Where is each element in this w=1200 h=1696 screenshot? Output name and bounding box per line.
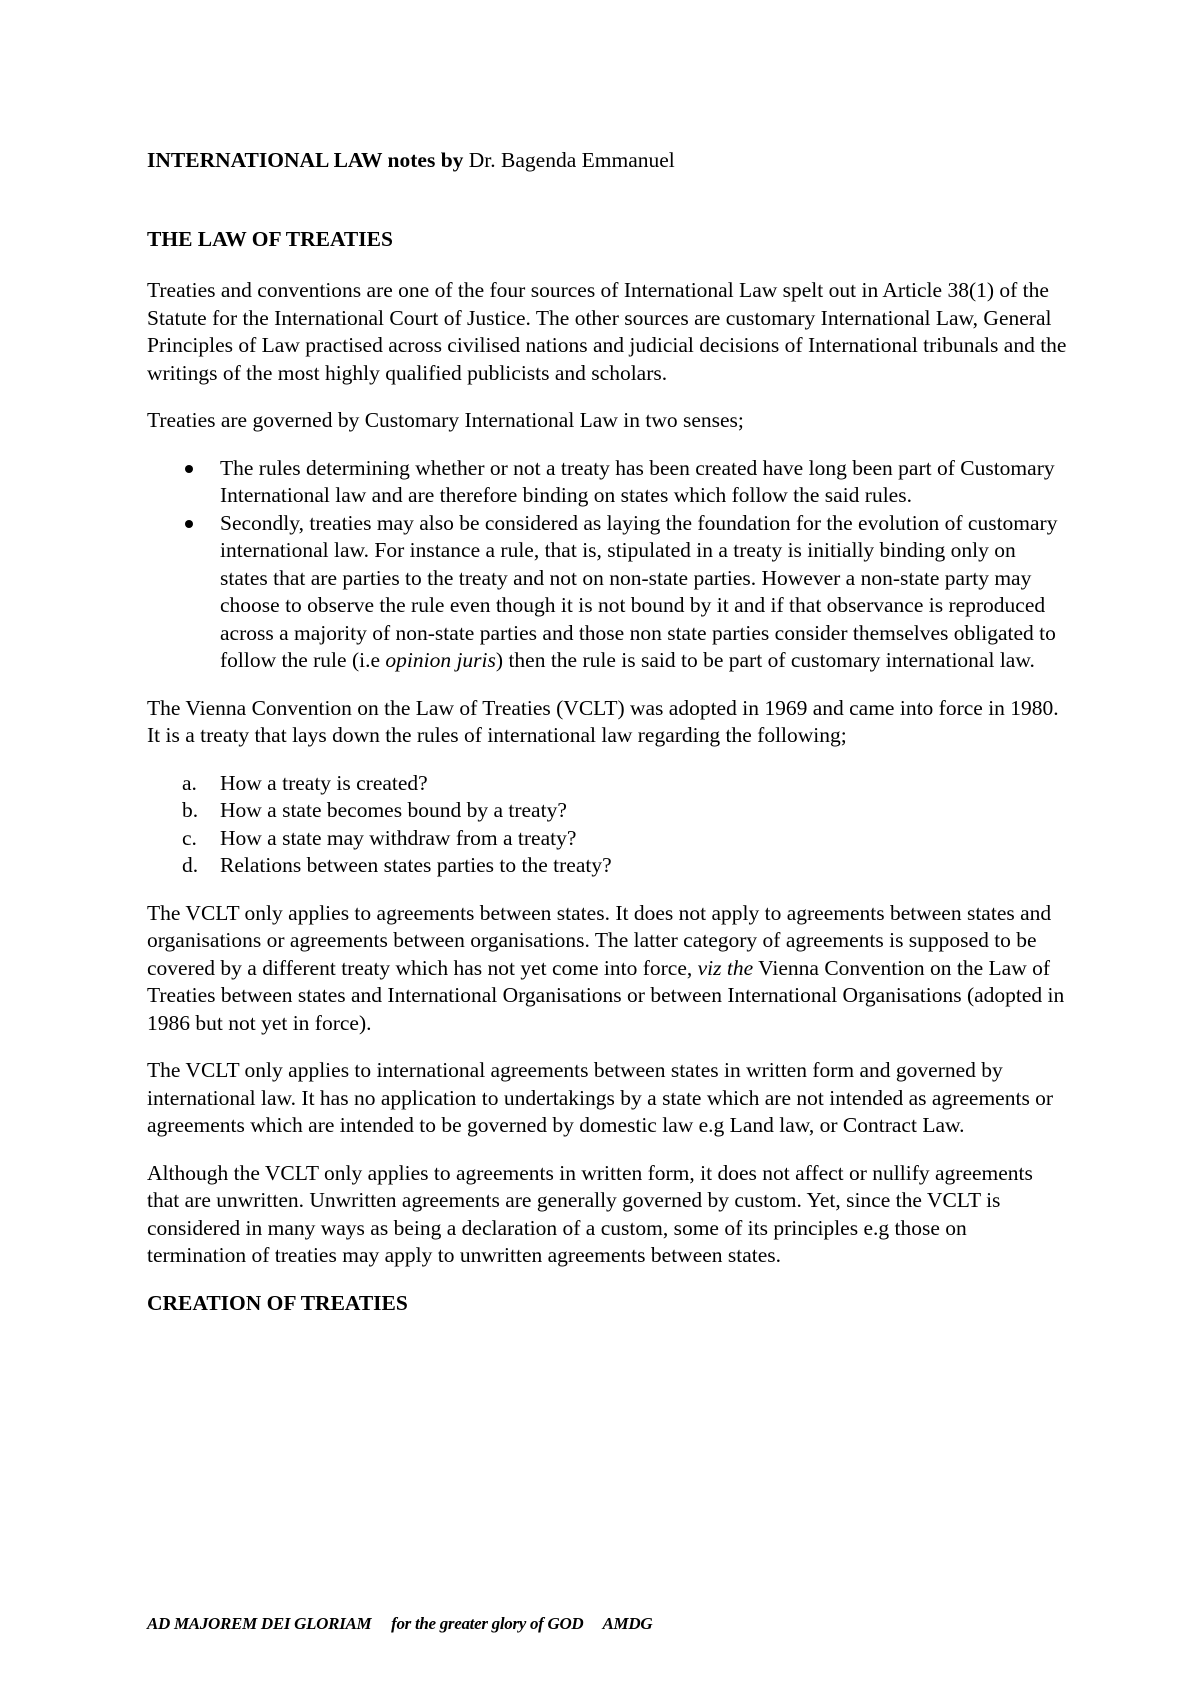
section-heading-creation: CREATION OF TREATIES bbox=[147, 1290, 408, 1315]
list-marker: a. bbox=[182, 770, 197, 795]
list-marker: b. bbox=[182, 798, 199, 822]
italic-term: viz the bbox=[697, 955, 754, 980]
paragraph-text: Vienna Convention on the Law of Treaties between states and International Organisations or between International Organisations (adopted in 1986 but not yet in force). bbox=[147, 955, 1065, 1035]
list-item bbox=[147, 825, 1067, 853]
header-author: Dr. Bagenda Emmanuel bbox=[468, 148, 675, 172]
lettered-list bbox=[147, 770, 1067, 880]
bullet-item bbox=[147, 455, 1067, 510]
document-body bbox=[147, 147, 1067, 1317]
paragraph-governed: Treaties are governed by Customary International Law in two senses; bbox=[147, 408, 744, 432]
italic-term: opinion juris bbox=[385, 648, 496, 672]
bullet-icon bbox=[185, 520, 193, 528]
bullet-item bbox=[147, 510, 1067, 675]
list-item bbox=[147, 770, 1067, 798]
list-item bbox=[147, 797, 1067, 825]
list-marker: c. bbox=[182, 825, 197, 850]
document-header bbox=[147, 147, 1067, 175]
list-text: How a treaty is created? bbox=[220, 770, 428, 795]
list-text: Relations between states parties to the treaty? bbox=[220, 853, 612, 877]
page-footer: AD MAJOREM DEI GLORIAM for the greater glory of GOD AMDG bbox=[147, 1614, 653, 1633]
paragraph-vclt: The Vienna Convention on the Law of Treaties (VCLT) was adopted in 1969 and came into force in 1980. It is a treaty that lays down the rules of international law regarding the following; bbox=[147, 695, 1059, 747]
bullet-list bbox=[147, 455, 1067, 675]
list-text: How a state may withdraw from a treaty? bbox=[220, 825, 577, 850]
bullet-text-tail: ) then the rule is said to be part of customary international law. bbox=[495, 648, 1035, 672]
list-text: How a state becomes bound by a treaty? bbox=[220, 798, 567, 822]
paragraph-written-form: The VCLT only applies to international agreements between states in written form and governed by international law. It has no application to undertakings by a state which are not intended as agreements or agreements which are intended to be governed by domestic law e.g Land law, or Contract Law. bbox=[147, 1058, 1054, 1137]
paragraph-scope-states bbox=[147, 900, 1067, 1038]
header-title: INTERNATIONAL LAW notes by bbox=[147, 148, 464, 172]
bullet-text: Secondly, treaties may also be considered as laying the foundation for the evolution of customary international law. For instance a rule, that is, stipulated in a treaty is initially binding only on states that are parties to the treaty and not on non-state parties. However a non-state party may choose to observe the rule even though it is not bound by it and if that observance is reproduced across a majority of non-state parties and those non state parties consider themselves obligated to follow the rule (i.e bbox=[220, 510, 1058, 672]
paragraph-unwritten: Although the VCLT only applies to agreements in written form, it does not affect or nullify agreements that are unwritten. Unwritten agreements are generally governed by custom. Yet, since the VCLT is considered in many ways as being a declaration of a custom, some of its principles e.g those on termination of treaties may apply to unwritten agreements between states. bbox=[147, 1160, 1033, 1267]
list-marker: d. bbox=[182, 853, 199, 877]
list-item bbox=[147, 852, 1067, 880]
section-heading-law-of-treaties: THE LAW OF TREATIES bbox=[147, 226, 393, 251]
paragraph-sources: Treaties and conventions are one of the four sources of International Law spelt out in Article 38(1) of the Statute for the International Court of Justice. The other sources are customary International Law, General Principles of Law practised across civilised nations and judicial decisions of International tribunals and the writings of the most highly qualified publicists and scholars. bbox=[147, 278, 1067, 385]
bullet-text: The rules determining whether or not a treaty has been created have long been part of Customary International law and are therefore binding on states which follow the said rules. bbox=[220, 455, 1055, 507]
bullet-icon bbox=[185, 465, 193, 473]
paragraph-text: The VCLT only applies to agreements between states. It does not apply to agreements between states and organisations or agreements between organisations. The latter category of agreements is supposed to be covered by a different treaty which has not yet come into force, bbox=[147, 900, 1052, 980]
